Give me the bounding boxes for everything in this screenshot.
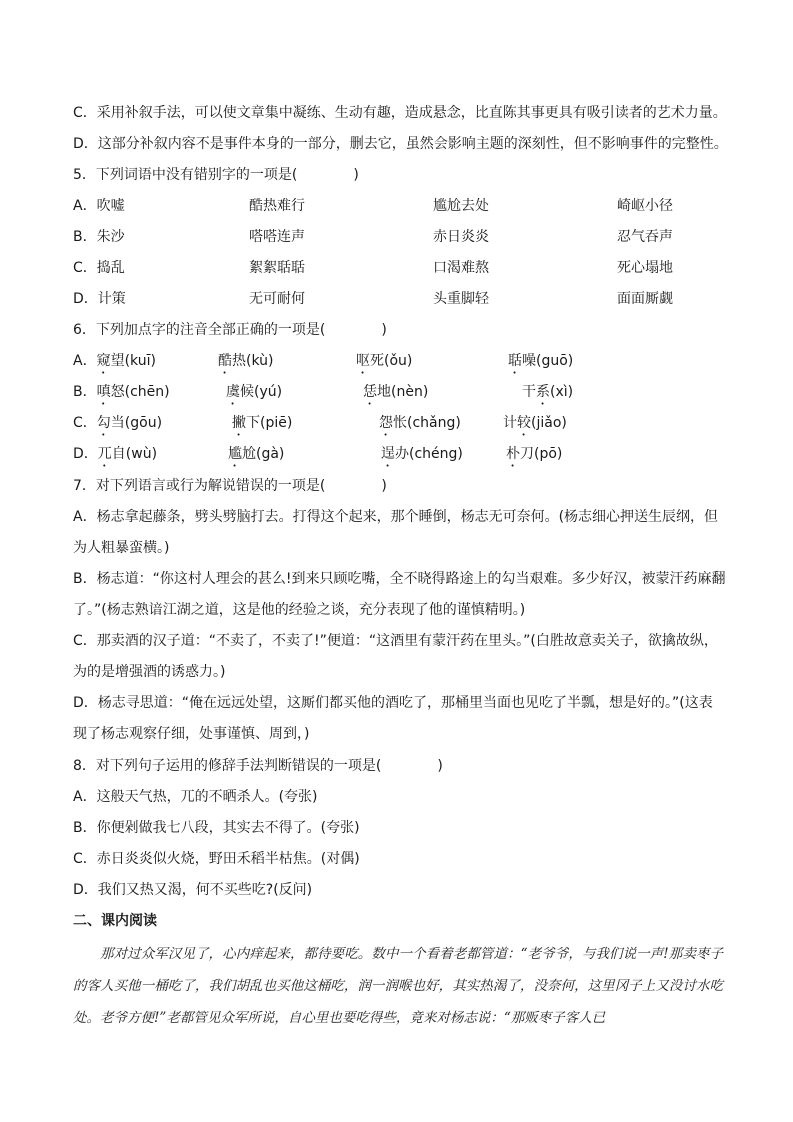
q6-b-2: 虞候(yú) — [226, 384, 283, 400]
q5-b-2: 嗒嗒连声 — [249, 229, 305, 245]
q6-c-4: 计较(jiǎo) — [503, 415, 567, 431]
q6-d-2: 尴尬(gà) — [228, 446, 285, 462]
q6-a-4: 聒噪(guō) — [508, 353, 574, 369]
q7-b-line1: B．杨志道：“你这村人理会的甚么!到来只顾吃嘴，全不晓得路途上的勾当艰难。多少好汉，被蒙汗药麻翻 — [73, 571, 726, 587]
q7-b-line2: 了。”(杨志熟谙江湖之道，这是他的经验之谈，充分表现了他的谨慎精明。) — [73, 602, 526, 618]
q5-a-3: 尴尬去处 — [433, 198, 489, 214]
q7-c-line1: C．那卖酒的汉子道：“不卖了，不卖了!”便道：“这酒里有蒙汗药在里头。”(白胜故意卖关子，欲擒故纵， — [73, 633, 718, 649]
q5-d-1: D．计策 — [73, 291, 126, 307]
q7-d-line2: 现了杨志观察仔细，处事谨慎、周到，) — [73, 726, 310, 742]
q5-c-1: C．捣乱 — [73, 260, 125, 276]
q6-a-1: A．窥望(kuī) — [73, 353, 156, 369]
q5-d-3: 头重脚轻 — [433, 291, 489, 307]
q6-b-4: 干系(xì) — [522, 384, 574, 400]
q5-b-4: 忍气吞声 — [617, 229, 673, 245]
q6-a-2: 酷热(kù) — [218, 353, 274, 369]
q5-b-1: B．朱沙 — [73, 229, 125, 245]
q7-a-line1: A．杨志拿起藤条，劈头劈脑打去。打得这个起来，那个睡倒，杨志无可奈何。(杨志细心押送生辰纲，但 — [73, 509, 719, 525]
q5-d-2: 无可耐何 — [249, 291, 305, 307]
q6-b-3: 恁地(nèn) — [363, 384, 429, 400]
q5-a-2: 酷热难行 — [249, 198, 305, 214]
q5-c-2: 絮絮聒聒 — [249, 260, 305, 276]
q8-stem: 8．对下列句子运用的修辞手法判断错误的一项是( ) — [73, 758, 443, 774]
q5-d-4: 面面厮觑 — [617, 291, 673, 307]
q6-a-3: 呕死(ǒu) — [356, 353, 413, 369]
q6-d-4: 朴刀(pō) — [506, 446, 563, 462]
q6-b-1: B．嗔怒(chēn) — [73, 384, 170, 400]
q7-c-line2: 为的是增强酒的诱惑力。) — [73, 664, 226, 680]
q5-b-3: 赤日炎炎 — [433, 229, 489, 245]
q6-c-3: 怨怅(chǎng) — [379, 415, 461, 431]
q5-a-1: A．吹嘘 — [73, 198, 125, 214]
q8-option-c: C．赤日炎炎似火烧，野田禾稻半枯焦。(对偶) — [73, 851, 360, 867]
q5-a-4: 崎岖小径 — [617, 198, 673, 214]
q6-d-1: D．兀自(wù) — [73, 446, 158, 462]
q6-d-3: 逞办(chéng) — [381, 446, 463, 462]
q7-d-line1: D．杨志寻思道：“俺在远远处望，这厮们都买他的酒吃了，那桶里当面也见吃了半瓢，想是好的。”(这表 — [73, 695, 713, 711]
q5-stem: 5．下列词语中没有错别字的一项是( ) — [73, 167, 359, 183]
q5-c-4: 死心塌地 — [617, 260, 673, 276]
q7-stem: 7．对下列语言或行为解说错误的一项是( ) — [73, 478, 387, 494]
q4-option-c: C．采用补叙手法，可以使文章集中凝练、生动有趣，造成悬念，比直陈其事更具有吸引读者的艺术力量。 — [73, 105, 727, 121]
q6-c-2: 撇下(piē) — [232, 415, 293, 431]
q4-option-d: D．这部分补叙内容不是事件本身的一部分，删去它，虽然会影响主题的深刻性，但不影响事件的完整性。 — [73, 136, 728, 152]
q7-a-line2: 为人粗暴蛮横。) — [73, 540, 170, 556]
q6-stem: 6．下列加点字的注音全部正确的一项是( ) — [73, 322, 387, 338]
reading-passage: 那对过众军汉见了，心内痒起来，都待要吃。数中一个看着老都管道：“老爷爷，与我们说一声!那卖枣子的客人买他一桶吃了，我们胡乱也买他这桶吃，润一润喉也好，其实热渴了，没奈何，这里冈子上又没讨水吃处。老爷方便!”老都管见众军所说，自心里也要吃得些，竟来对杨志说：“那贩枣子客人已 — [73, 946, 723, 1026]
q8-option-a: A．这般天气热，兀的不晒杀人。(夸张) — [73, 789, 318, 805]
section-title: 二、课内阅读 — [73, 913, 157, 929]
q5-c-3: 口渴难熬 — [433, 260, 489, 276]
q8-option-d: D．我们又热又渴，何不买些吃?(反问) — [73, 882, 313, 898]
q6-c-1: C．勾当(gōu) — [73, 415, 163, 431]
q8-option-b: B．你便剁做我七八段，其实去不得了。(夸张) — [73, 820, 360, 836]
